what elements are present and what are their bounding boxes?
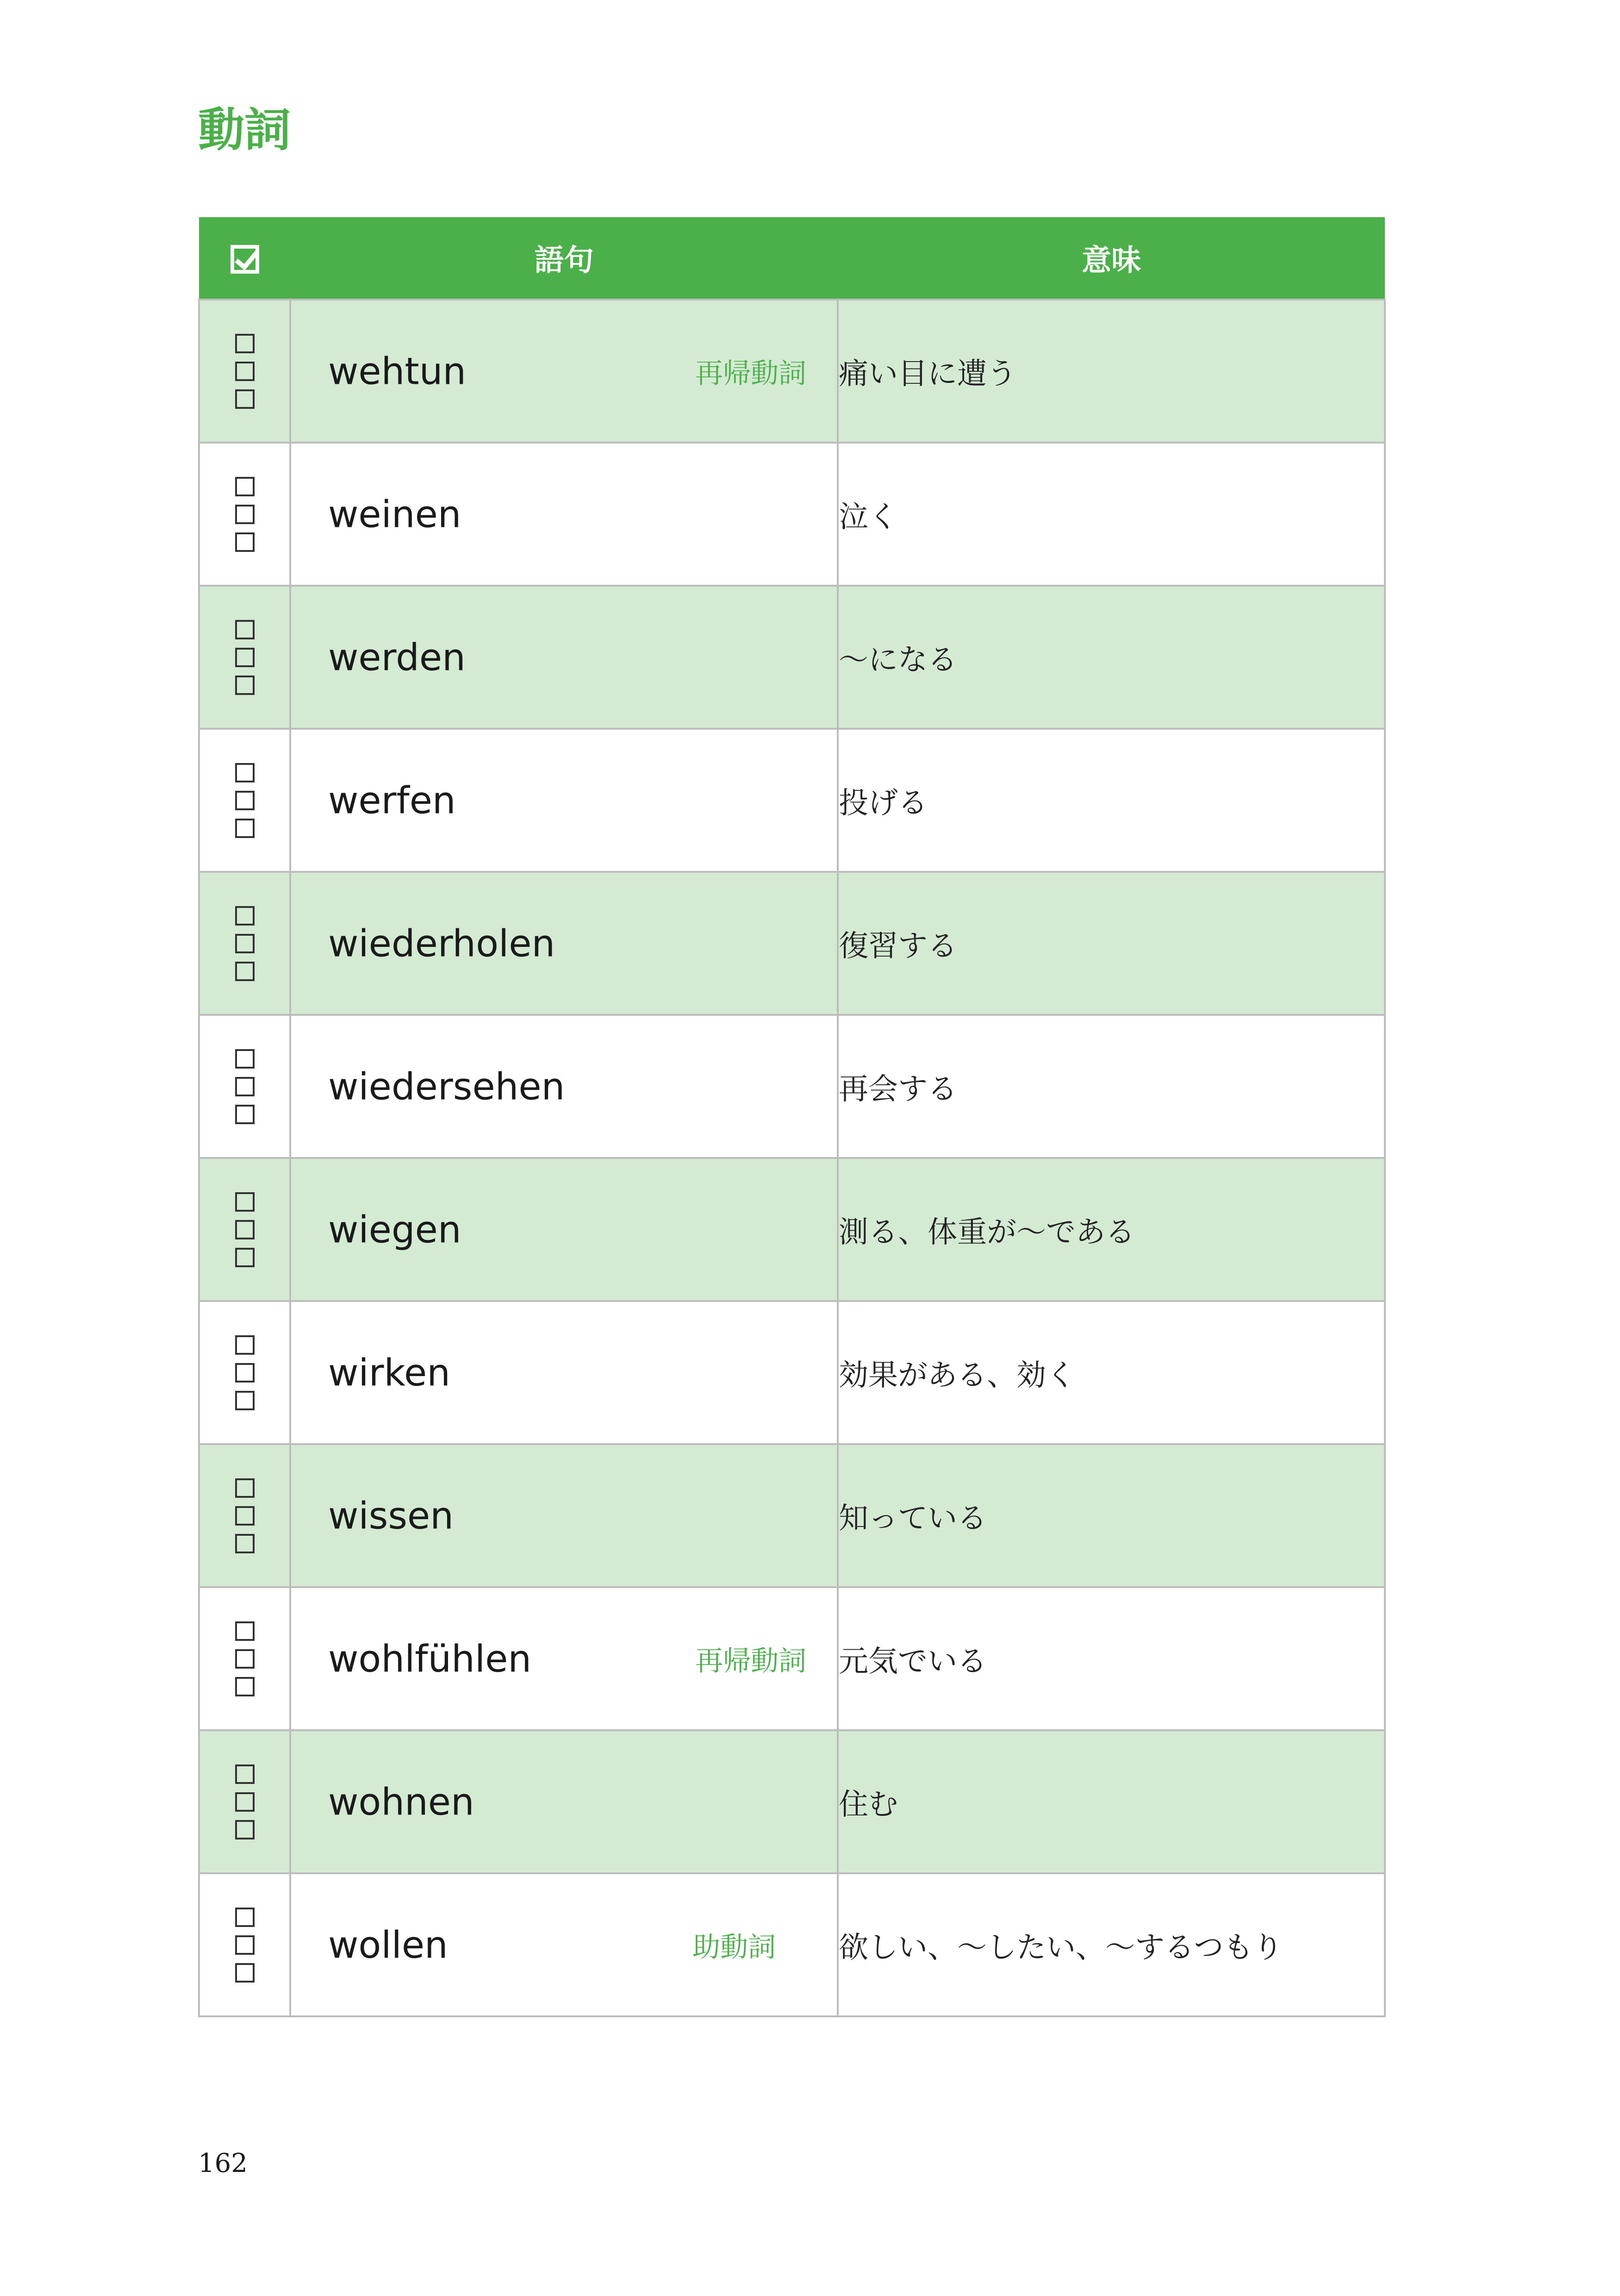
- review-checkbox[interactable]: [235, 1534, 255, 1553]
- review-checkbox[interactable]: [235, 1963, 255, 1983]
- table-row: [199, 1873, 1385, 2016]
- word-cell: [290, 1730, 838, 1873]
- word-cell: [290, 729, 838, 872]
- table-row: [199, 1158, 1385, 1301]
- word-text: wiedersehen: [328, 1065, 565, 1108]
- checkbox-cell: [199, 1730, 290, 1873]
- review-checkbox[interactable]: [235, 1621, 255, 1641]
- review-checkbox[interactable]: [235, 1391, 255, 1410]
- word-text: wiederholen: [328, 922, 555, 965]
- checkbox-cell: [199, 872, 290, 1015]
- review-checkbox[interactable]: [235, 389, 255, 409]
- table-row: [199, 872, 1385, 1015]
- table-row: [199, 729, 1385, 872]
- meaning-cell: 住む: [838, 1730, 1385, 1873]
- table-row: [199, 586, 1385, 729]
- word-cell: [290, 872, 838, 1015]
- table-header-row: [199, 217, 1385, 300]
- review-checkbox[interactable]: [235, 962, 255, 981]
- review-checkbox[interactable]: [235, 1764, 255, 1784]
- review-checkbox[interactable]: [235, 1935, 255, 1955]
- review-checkbox[interactable]: [235, 505, 255, 524]
- review-checkbox[interactable]: [235, 1677, 255, 1696]
- review-checkbox[interactable]: [235, 1248, 255, 1267]
- word-text: weinen: [328, 493, 461, 536]
- word-text: wohlfühlen: [328, 1637, 532, 1680]
- table-row: [199, 1587, 1385, 1730]
- review-checkbox[interactable]: [235, 906, 255, 926]
- review-checkbox[interactable]: [235, 763, 255, 782]
- meaning-cell: ～になる: [838, 586, 1385, 729]
- checkbox-cell: [199, 1444, 290, 1587]
- review-checkbox[interactable]: [235, 362, 255, 381]
- meaning-cell: 泣く: [838, 443, 1385, 586]
- part-of-speech-tag: 再帰動詞: [695, 357, 806, 390]
- word-cell: [290, 1444, 838, 1587]
- table-row: [199, 300, 1385, 443]
- word-text: wohnen: [328, 1780, 474, 1823]
- meaning-cell: 元気でいる: [838, 1587, 1385, 1730]
- table-row: [199, 443, 1385, 586]
- checkbox-cell: [199, 300, 290, 443]
- review-checkbox[interactable]: [235, 934, 255, 953]
- word-text: werden: [328, 636, 466, 679]
- word-cell: [290, 586, 838, 729]
- word-cell: [290, 1301, 838, 1444]
- meaning-cell: 知っている: [838, 1444, 1385, 1587]
- word-text: wirken: [328, 1351, 450, 1394]
- word-text: werfen: [328, 779, 456, 822]
- review-checkbox[interactable]: [235, 1478, 255, 1498]
- review-checkbox[interactable]: [235, 791, 255, 810]
- review-checkbox[interactable]: [235, 1363, 255, 1383]
- part-of-speech-tag: 助動詞: [692, 1931, 776, 1964]
- review-checkbox[interactable]: [235, 648, 255, 667]
- review-checkbox[interactable]: [235, 1820, 255, 1839]
- checked-box-icon: [231, 245, 259, 274]
- meaning-cell: 効果がある、効く: [838, 1301, 1385, 1444]
- checkbox-cell: [199, 1873, 290, 2016]
- word-text: wollen: [328, 1923, 448, 1966]
- review-checkbox[interactable]: [235, 1220, 255, 1239]
- checkbox-cell: [199, 1158, 290, 1301]
- word-cell: [290, 1873, 838, 2016]
- vocab-table: [198, 217, 1386, 2017]
- table-row: [199, 1015, 1385, 1158]
- checkbox-cell: [199, 1015, 290, 1158]
- table-row: [199, 1730, 1385, 1873]
- checkbox-cell: [199, 443, 290, 586]
- page-title: 動詞: [198, 103, 291, 157]
- word-text: wehtun: [328, 350, 467, 393]
- review-checkbox[interactable]: [235, 1649, 255, 1669]
- checkbox-cell: [199, 729, 290, 872]
- review-checkbox[interactable]: [235, 620, 255, 639]
- review-checkbox[interactable]: [235, 334, 255, 353]
- meaning-cell: 復習する: [838, 872, 1385, 1015]
- meaning-cell: 痛い目に遭う: [838, 300, 1385, 443]
- meaning-cell: 欲しい、～したい、～するつもり: [838, 1873, 1385, 2016]
- meaning-cell: 再会する: [838, 1015, 1385, 1158]
- word-cell: [290, 1158, 838, 1301]
- table-row: [199, 1444, 1385, 1587]
- review-checkbox[interactable]: [235, 1908, 255, 1927]
- review-checkbox[interactable]: [235, 1077, 255, 1096]
- meaning-cell: 測る、体重が～である: [838, 1158, 1385, 1301]
- review-checkbox[interactable]: [235, 1049, 255, 1069]
- meaning-cell: 投げる: [838, 729, 1385, 872]
- meaning-column-header: 意味: [838, 217, 1385, 300]
- word-text: wiegen: [328, 1208, 461, 1251]
- review-checkbox[interactable]: [235, 532, 255, 552]
- review-checkbox[interactable]: [235, 676, 255, 695]
- review-checkbox[interactable]: [235, 1335, 255, 1355]
- check-column-header: [199, 217, 290, 300]
- word-column-header: 語句: [290, 217, 838, 300]
- word-cell: [290, 1015, 838, 1158]
- word-cell: [290, 443, 838, 586]
- review-checkbox[interactable]: [235, 1192, 255, 1212]
- review-checkbox[interactable]: [235, 1506, 255, 1526]
- page-number: 162: [198, 2148, 248, 2178]
- review-checkbox[interactable]: [235, 1105, 255, 1124]
- checkbox-cell: [199, 1587, 290, 1730]
- review-checkbox[interactable]: [235, 819, 255, 838]
- word-cell: [290, 1587, 838, 1730]
- checkbox-cell: [199, 1301, 290, 1444]
- part-of-speech-tag: 再帰動詞: [695, 1645, 806, 1677]
- review-checkbox[interactable]: [235, 477, 255, 496]
- table-row: [199, 1301, 1385, 1444]
- checkbox-cell: [199, 586, 290, 729]
- review-checkbox[interactable]: [235, 1792, 255, 1812]
- word-text: wissen: [328, 1494, 454, 1537]
- word-cell: [290, 300, 838, 443]
